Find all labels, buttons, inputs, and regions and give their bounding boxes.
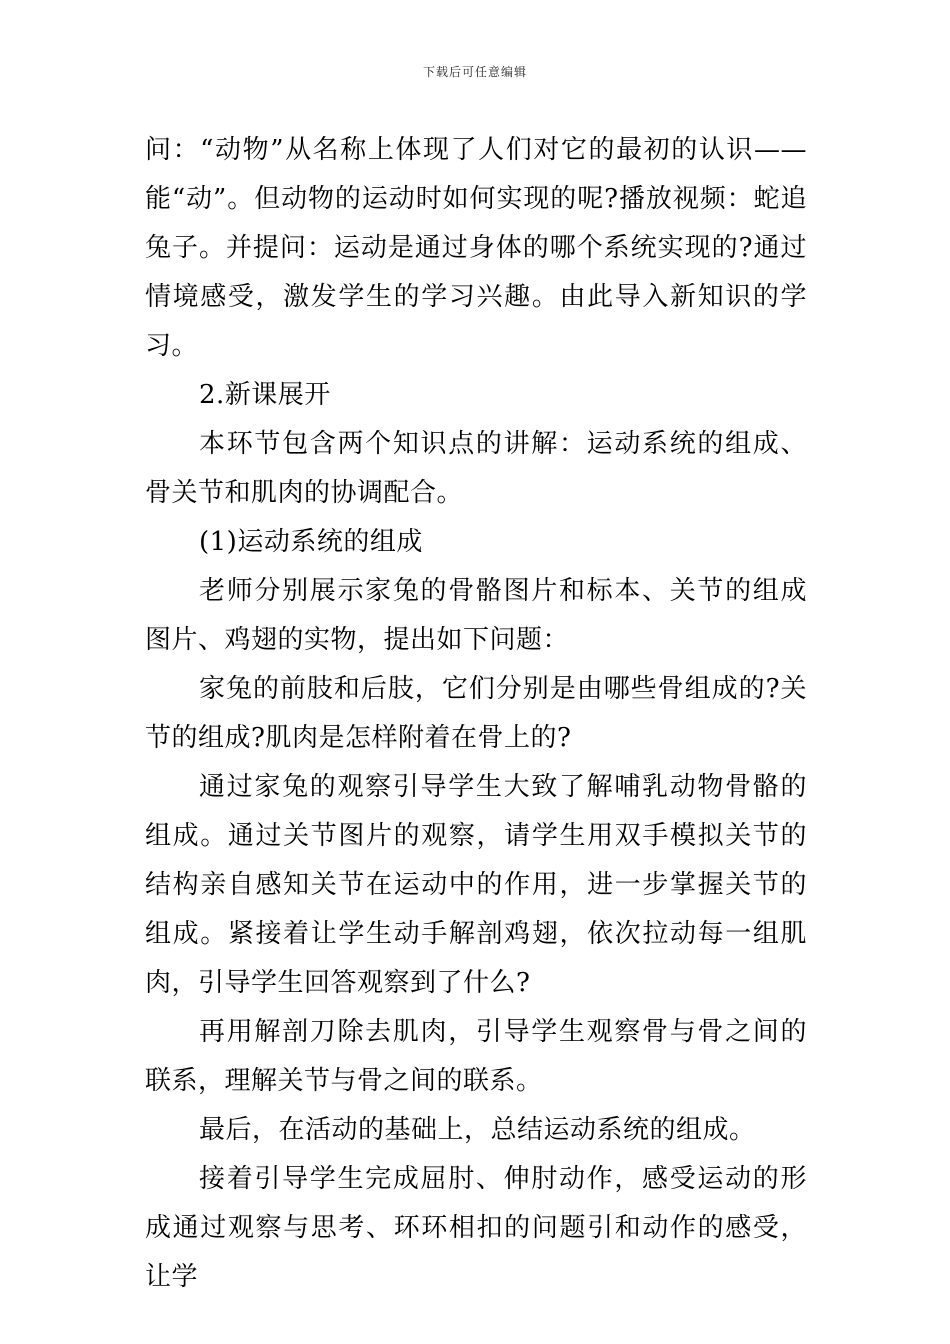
paragraph-summary: 最后，在活动的基础上，总结运动系统的组成。 bbox=[199, 1115, 756, 1145]
paragraph-subheading-motor-system: (1)运动系统的组成 bbox=[199, 527, 423, 557]
paragraph-teacher-demo: 老师分别展示家兔的骨骼图片和标本、关节的组成图片、鸡翅的实物，提出如下问题： bbox=[145, 576, 807, 655]
paragraph-section-heading-new-lesson: 2.新课展开 bbox=[199, 380, 331, 410]
paragraph-intro-question: 问：“动物”从名称上体现了人们对它的最初的认识——能“动”。但动物的运动时如何实现的呢?播放视频：蛇追兔子。并提问：运动是通过身体的哪个系统实现的?通过情境感受，激发学生的学习兴趣。由此导入新知识的学习。 bbox=[145, 135, 807, 361]
document-body bbox=[145, 126, 807, 1302]
paragraph-questions: 家兔的前肢和后肢，它们分别是由哪些骨组成的?关节的组成?肌肉是怎样附着在骨上的? bbox=[145, 674, 807, 753]
paragraph-knowledge-points: 本环节包含两个知识点的讲解：运动系统的组成、骨关节和肌肉的协调配合。 bbox=[145, 429, 807, 508]
paragraph-observation: 通过家兔的观察引导学生大致了解哺乳动物骨骼的组成。通过关节图片的观察，请学生用双手模拟关节的结构亲自感知关节在运动中的作用，进一步掌握关节的组成。紧接着让学生动手解剖鸡翅，依次拉动每一组肌肉，引导学生回答观察到了什么? bbox=[145, 772, 807, 998]
paragraph-elbow-activity: 接着引导学生完成屈肘、伸肘动作，感受运动的形成通过观察与思考、环环相扣的问题引和动作的感受，让学 bbox=[145, 1164, 807, 1292]
page-header-note: 下载后可任意编辑 bbox=[422, 65, 527, 79]
paragraph-dissection: 再用解剖刀除去肌肉，引导学生观察骨与骨之间的联系，理解关节与骨之间的联系。 bbox=[145, 1017, 807, 1096]
